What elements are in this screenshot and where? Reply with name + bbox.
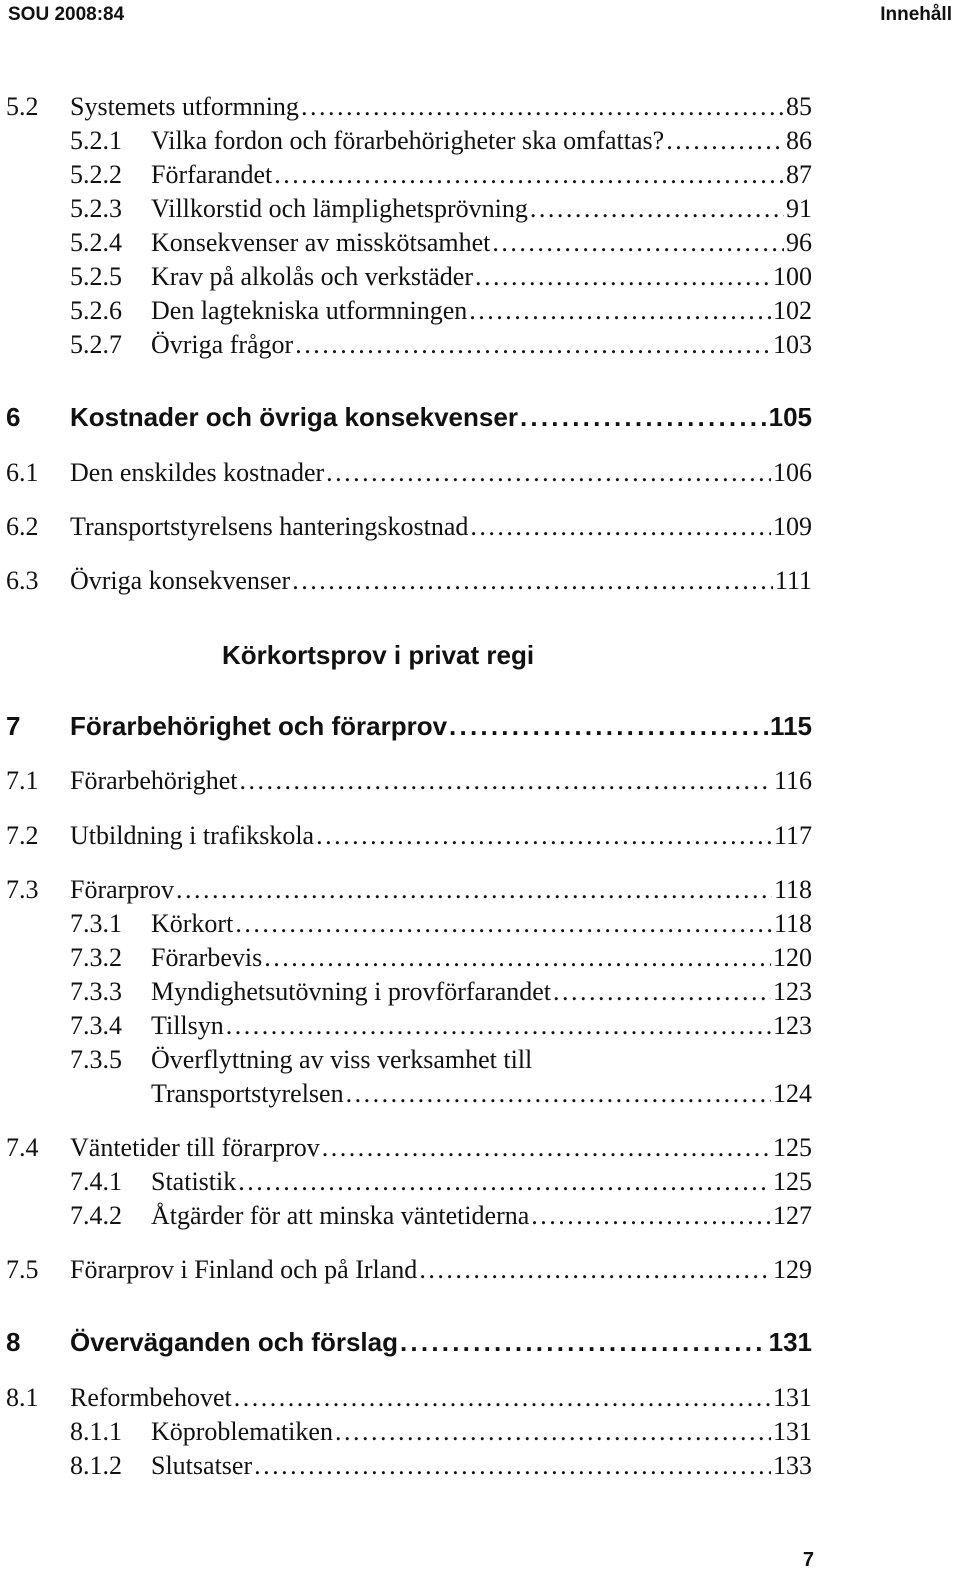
toc-number: 5.2.6 xyxy=(70,296,122,325)
toc-title: Väntetider till förarprov xyxy=(70,1133,320,1162)
toc-number: 6.1 xyxy=(6,458,39,487)
toc-leader xyxy=(316,821,772,851)
toc-leader xyxy=(295,330,771,360)
toc-leader xyxy=(254,1451,771,1481)
toc-leader xyxy=(346,1079,771,1109)
toc-leader xyxy=(226,1011,771,1041)
toc-page: 129 xyxy=(773,1255,812,1284)
toc-page: 111 xyxy=(774,566,812,595)
toc-entry-continuation xyxy=(0,1079,960,1113)
toc-title: Systemets utformning xyxy=(70,92,299,121)
toc-entry xyxy=(0,566,960,600)
toc-number: 5.2.5 xyxy=(70,262,122,291)
toc-title: Förarbehörighet xyxy=(70,766,238,795)
toc-leader xyxy=(530,194,784,224)
toc-number: 5.2.2 xyxy=(70,160,122,189)
toc-page: 109 xyxy=(773,512,812,541)
toc-title: Transportstyrelsen xyxy=(151,1079,344,1108)
toc-number: 5.2 xyxy=(6,92,39,121)
toc-leader xyxy=(235,909,772,939)
toc-number: 7.1 xyxy=(6,766,39,795)
running-header-right: Innehåll xyxy=(880,4,952,25)
toc-entry xyxy=(0,1417,960,1451)
toc-page: 117 xyxy=(773,821,812,850)
toc-number: 7.3 xyxy=(6,875,39,904)
toc-title: Slutsatser xyxy=(151,1451,253,1480)
toc-entry xyxy=(0,977,960,1011)
toc-leader xyxy=(470,512,771,542)
toc-title: Förarbehörighet och förarprov xyxy=(70,711,448,741)
toc-number: 6 xyxy=(6,402,21,432)
toc-entry xyxy=(0,92,960,126)
toc-entry xyxy=(0,766,960,800)
toc-title: Krav på alkolås och verkstäder xyxy=(151,262,473,291)
toc-entry xyxy=(0,160,960,194)
toc-page: 106 xyxy=(773,458,812,487)
toc-title: Övriga konsekvenser xyxy=(70,566,291,595)
toc-number: 5.2.1 xyxy=(70,126,122,155)
toc-number: 8.1.2 xyxy=(70,1451,122,1480)
toc-page: 131 xyxy=(768,1327,812,1357)
toc-title: Överväganden och förslag xyxy=(70,1327,398,1357)
toc-leader xyxy=(666,126,784,156)
toc-entry xyxy=(0,228,960,262)
toc-title: Den enskildes kostnader xyxy=(70,458,325,487)
toc-page: 118 xyxy=(773,875,812,904)
page-number: 7 xyxy=(802,1549,814,1571)
toc-page: 125 xyxy=(773,1167,812,1196)
toc-title: Förarprov xyxy=(70,875,174,904)
toc-entry xyxy=(0,943,960,977)
toc-leader xyxy=(449,711,768,742)
toc-leader xyxy=(531,1201,771,1231)
toc-entry xyxy=(0,296,960,330)
toc-title: Villkorstid och lämplighetsprövning xyxy=(151,194,528,223)
toc-entry xyxy=(0,1011,960,1045)
toc-entry xyxy=(0,909,960,943)
toc-leader xyxy=(475,262,771,292)
toc-leader xyxy=(400,1327,767,1358)
toc-leader xyxy=(234,1383,771,1413)
toc-title: Åtgärder för att minska väntetiderna xyxy=(151,1201,530,1230)
toc-entry xyxy=(0,1133,960,1167)
toc-title: Vilka fordon och förarbehörigheter ska omfattas? xyxy=(151,126,665,155)
toc-number: 7.4.1 xyxy=(70,1167,122,1196)
toc-entry xyxy=(0,330,960,364)
toc-entry xyxy=(0,512,960,546)
toc-number: 8.1.1 xyxy=(70,1417,122,1446)
toc-title: Kostnader och övriga konsekvenser xyxy=(70,402,518,432)
toc-title: Den lagtekniska utformningen xyxy=(151,296,468,325)
toc-leader xyxy=(301,92,784,122)
toc-number: 7.3.1 xyxy=(70,909,122,938)
toc-page: 87 xyxy=(786,160,812,189)
toc-page: 123 xyxy=(773,1011,812,1040)
toc-number: 7.2 xyxy=(6,821,39,850)
toc-number: 7.3.3 xyxy=(70,977,122,1006)
toc-entry xyxy=(0,821,960,855)
toc-leader xyxy=(176,875,772,905)
toc-page: 85 xyxy=(786,92,812,121)
toc-title: Körkort xyxy=(151,909,234,938)
toc-page: 118 xyxy=(773,909,812,938)
toc-entry xyxy=(0,1451,960,1485)
toc-number: 7.3.2 xyxy=(70,943,122,972)
toc-leader xyxy=(238,1167,771,1197)
toc-title: Övriga frågor xyxy=(151,330,294,359)
toc-entry xyxy=(0,1383,960,1417)
toc-page: 131 xyxy=(773,1417,812,1446)
toc-page: 91 xyxy=(786,194,812,223)
toc-number: 7.3.4 xyxy=(70,1011,122,1040)
toc-leader xyxy=(469,296,771,326)
toc-number: 5.2.4 xyxy=(70,228,122,257)
toc-title: Reformbehovet xyxy=(70,1383,232,1412)
toc-leader xyxy=(553,977,771,1007)
toc-title-line1: Överflyttning av viss verksamhet till xyxy=(151,1045,533,1074)
toc-page: 100 xyxy=(773,262,812,291)
toc-entry xyxy=(0,1045,960,1079)
toc-page: 115 xyxy=(770,711,812,741)
toc-number: 7.4 xyxy=(6,1133,39,1162)
toc-entry xyxy=(0,194,960,228)
toc-leader xyxy=(326,458,771,488)
toc-number: 7.4.2 xyxy=(70,1201,122,1230)
toc-leader xyxy=(240,766,772,796)
toc-page: 127 xyxy=(773,1201,812,1230)
toc-page: 105 xyxy=(768,402,812,432)
toc-title: Myndighetsutövning i provförfarandet xyxy=(151,977,552,1006)
toc-leader xyxy=(492,228,784,258)
toc-title: Transportstyrelsens hanteringskostnad xyxy=(70,512,469,541)
toc-title: Utbildning i trafikskola xyxy=(70,821,315,850)
part-heading: Körkortsprov i privat regi xyxy=(222,640,535,670)
toc-title: Köproblematiken xyxy=(151,1417,333,1446)
toc-entry xyxy=(0,1201,960,1235)
toc-page: 96 xyxy=(786,228,812,257)
toc-number: 6.2 xyxy=(6,512,39,541)
running-header-left: SOU 2008:84 xyxy=(8,4,125,25)
toc-number: 7 xyxy=(6,711,21,741)
toc-page: 102 xyxy=(773,296,812,325)
toc-number: 7.5 xyxy=(6,1255,39,1284)
toc-title: Konsekvenser av misskötsamhet xyxy=(151,228,491,257)
toc-title: Förfarandet xyxy=(151,160,273,189)
toc-number: 5.2.3 xyxy=(70,194,122,223)
toc-number: 6.3 xyxy=(6,566,39,595)
toc-title: Tillsyn xyxy=(151,1011,224,1040)
toc-entry xyxy=(0,458,960,492)
toc-entry xyxy=(0,1167,960,1201)
toc-number: 5.2.7 xyxy=(70,330,122,359)
toc-page: 131 xyxy=(773,1383,812,1412)
toc-entry xyxy=(0,875,960,909)
toc-leader xyxy=(335,1417,771,1447)
toc-entry xyxy=(0,126,960,160)
toc-page: 86 xyxy=(786,126,812,155)
toc-page: 124 xyxy=(773,1079,812,1108)
toc-leader xyxy=(520,402,767,433)
toc-entry xyxy=(0,262,960,296)
toc-page: 103 xyxy=(773,330,812,359)
toc-title: Statistik xyxy=(151,1167,237,1196)
toc-page: 116 xyxy=(773,766,812,795)
toc-number: 8 xyxy=(6,1327,21,1357)
toc-title: Förarbevis xyxy=(151,943,263,972)
toc-leader xyxy=(322,1133,771,1163)
toc-leader xyxy=(292,566,773,596)
toc-number: 8.1 xyxy=(6,1383,39,1412)
toc-number: 7.3.5 xyxy=(70,1045,122,1074)
toc-page: 133 xyxy=(773,1451,812,1480)
toc-title: Förarprov i Finland och på Irland xyxy=(70,1255,418,1284)
toc-chapter-entry xyxy=(0,711,960,745)
toc-leader xyxy=(274,160,784,190)
toc-page: 120 xyxy=(773,943,812,972)
toc-page: 123 xyxy=(773,977,812,1006)
toc-entry xyxy=(0,1255,960,1289)
toc-chapter-entry xyxy=(0,1327,960,1361)
toc-page: 125 xyxy=(773,1133,812,1162)
toc-chapter-entry xyxy=(0,402,960,436)
toc-leader xyxy=(264,943,771,973)
toc-leader xyxy=(419,1255,771,1285)
